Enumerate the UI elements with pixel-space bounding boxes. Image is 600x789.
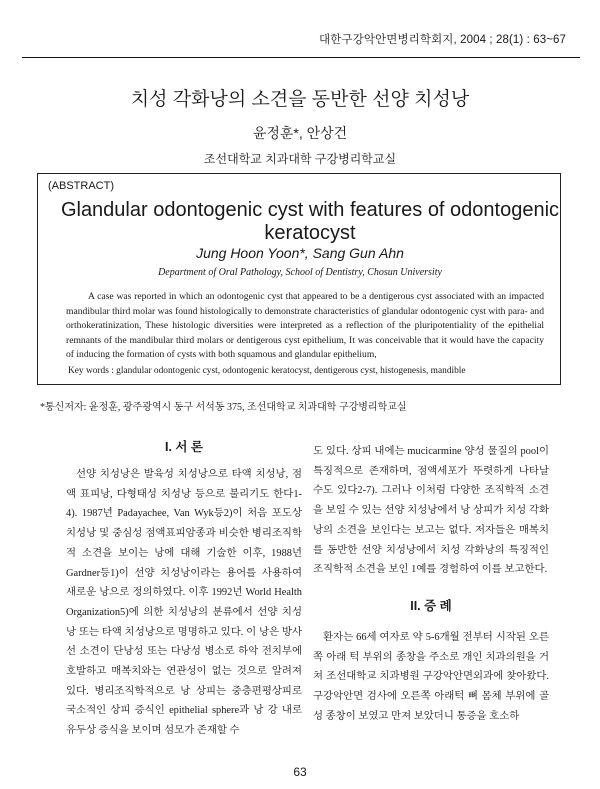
authors-korean: 윤정훈*, 안상건 <box>252 125 348 141</box>
introduction-body <box>66 465 302 741</box>
journal-header: 대한구강악안면병리학회지, 2004 ; 28(1) : 63~67 <box>319 34 566 46</box>
keywords: Key words : glandular odontogenic cyst, odontogenic keratocyst, dentigerous cyst, histogenesis, mandible <box>68 366 466 376</box>
case-report-paragraph: 환자는 66세 여자로 약 5-6개월 전부터 시작된 오른쪽 아래 턱 부위의 종창을 주소로 개인 치과의원을 거쳐 조선대학교 치과병원 구강악안면외과에 찾아왔다. 구강악안면 검사에 오른쪽 아래턱 뼈 몸체 부위에 골성 종창이 보였고 만져 보았더니 통증을 호소하 <box>313 632 549 722</box>
case-report-body <box>313 628 549 727</box>
page-number: 63 <box>293 765 307 779</box>
introduction-continuation-paragraph: 도 있다. 상피 내에는 mucicarmine 양성 물질의 pool이 특징적으로 존재하며, 점액세포가 뚜렷하게 나타날 수도 있다2-7). 그러나 이처럼 다양한 조직학적 소견을 보일 수 있는 선양 치성낭에서 낭 상피가 치성 각화낭의 소견을 보인다는 보고는 없다. 저자들은 매복치를 동반한 선양 치성낭에서 치성 각화낭의 특징적인 조직학적 소견을 보인 1예를 경험하여 이를 보고한다. <box>313 446 549 576</box>
authors-english: Jung Hoon Yoon*, Sang Gun Ahn <box>196 245 404 261</box>
section-heading-case-report: II. 증 례 <box>410 599 452 613</box>
introduction-continuation <box>313 442 549 580</box>
affiliation-korean: 조선대학교 치과대학 구강병리학교실 <box>203 152 397 166</box>
abstract-text: A case was reported in which an odontogenic cyst that appeared to be a dentigerous cyst associated with an impacted mandibular third molar was found histologically to demonstrate characteristics of glandular odontogenic cyst with para- and orthokeratinization, These histologic diversities were interpreted as a reflection of the pluripotentiality of the epithelial remnants of the mandibular third molars or dentigerous cyst epithelium, It was conceivable that it would have the capacity of inducing the formation of cysts with both squamous and glandular epithelium, <box>66 291 544 361</box>
section-heading-introduction: I. 서 론 <box>164 440 204 454</box>
affiliation-english: Department of Oral Pathology, School of Dentistry, Chosun University <box>158 267 442 278</box>
introduction-paragraph: 선양 치성낭은 발육성 치성낭으로 타액 치성낭, 점액 표피낭, 다형태성 치성낭 등으로 불리기도 한다1-4). 1987년 Padayachee, Van Wyk등2)이 처음 포도상 치성낭 및 중심성 점액표피암종과 비슷한 병리조직학적 소견을 보이는 낭에 대해 기술한 이후, 1988년 Gardner등1)이 선양 치성낭이라는 용어를 사용하여 새로운 낭으로 정의하였다. 이후 1992년 World Health Organization5)에 의한 치성낭의 분류에서 선양 치성낭 또는 타액 치성낭으로 명명하고 있다. 이 낭은 방사선 소견이 단낭성 또는 다낭성 병소로 하악 전치부에 호발하고 매복치와는 연관성이 없는 것으로 알려져 있다. 병리조직학적으로 낭 상피는 중층편평상피로 국소적인 상피 증식인 epithelial sphere과 낭 강 내로 유두상 증식을 보이며 섬모가 존재할 수 <box>66 469 302 737</box>
abstract-label: (ABSTRACT) <box>48 180 114 192</box>
correspondence-note: *통신저자: 윤정훈, 광주광역시 동구 서석동 375, 조선대학교 치과대학 구강병리학교실 <box>40 402 407 413</box>
paper-title-korean: 치성 각화낭의 소견을 동반한 선양 치성낭 <box>130 89 470 110</box>
header-rule <box>22 57 580 58</box>
paper-title-english: Glandular odontogenic cyst with features of odontogenic keratocyst <box>60 199 560 244</box>
